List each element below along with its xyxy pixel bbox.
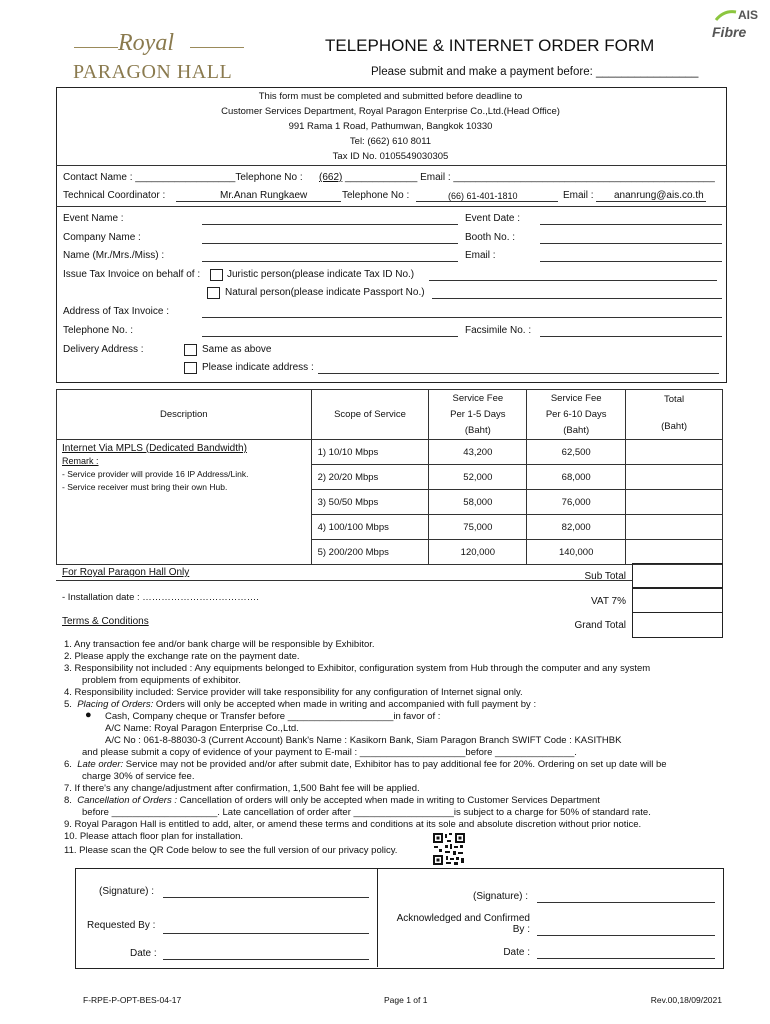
ais-swoosh-icon <box>714 8 738 22</box>
contact-name-label: Contact Name : __________________Telephone No : <box>63 172 303 183</box>
col-fee-6-10 <box>527 390 626 440</box>
term-3: 3. Responsibility not included : Any equipments belonged to Exhibitor, configuration system from Hub through the computer and any system <box>64 663 651 674</box>
fee2-cell: 68,000 <box>527 465 626 490</box>
tech-phone: (66) 61-401-1810 <box>448 191 518 201</box>
date-left-label: Date : <box>130 948 157 959</box>
date-right-label: Date : <box>503 947 530 958</box>
scope-cell: 5) 200/200 Mbps <box>311 540 429 565</box>
telephone-label: Telephone No. : <box>63 325 134 336</box>
delivery-label: Delivery Address : <box>63 344 144 355</box>
telephone-input[interactable] <box>202 336 458 337</box>
event-name-input[interactable] <box>202 224 458 225</box>
fee1-cell: 120,000 <box>429 540 527 565</box>
intro-line-4: Tel: (662) 610 8011 <box>349 136 432 147</box>
term-5: 5. Placing of Orders: Orders will only be accepted when made in writing and accompanied with full payment by : <box>64 699 537 710</box>
event-date-input[interactable] <box>540 224 722 225</box>
indicate-address-input[interactable] <box>318 373 719 374</box>
term-3-cont: problem from equipments of exhibitor. <box>82 675 241 686</box>
tech-name: Mr.Anan Rungkaew <box>220 190 308 201</box>
logo-rule-left <box>74 47 118 48</box>
fee2-line-2: Per 6-10 Days <box>545 408 607 420</box>
vat-value[interactable] <box>632 587 723 613</box>
term-9: 9. Royal Paragon Hall is entitled to add, alter, or amend these terms and conditions at its sole and absolute discretion without prior notice. <box>64 819 642 830</box>
company-label: Company Name : <box>63 232 141 243</box>
juristic-checkbox[interactable] <box>210 269 223 281</box>
footer-form-code: F-RPE-P-OPT-BES-04-17 <box>83 995 182 1005</box>
privacy-qr-code-icon[interactable] <box>432 832 466 866</box>
col-description <box>57 390 312 440</box>
intro-line-3: 991 Rama 1 Road, Pathumwan, Bangkok 10330 <box>288 121 493 132</box>
service-table <box>56 389 723 565</box>
facsimile-input[interactable] <box>540 336 722 337</box>
fee2-cell: 140,000 <box>527 540 626 565</box>
fee1-cell: 43,200 <box>429 440 527 465</box>
terms-heading: Terms & Conditions <box>62 616 149 627</box>
footer-page: Page 1 of 1 <box>384 995 428 1005</box>
term-2: 2. Please apply the exchange rate on the payment date. <box>64 651 300 662</box>
total-line-1: Total <box>664 394 685 405</box>
fee1-cell: 75,000 <box>429 515 527 540</box>
scope-cell: 2) 20/20 Mbps <box>311 465 429 490</box>
fee1-line-1: Service Fee <box>452 392 504 404</box>
same-address-checkbox[interactable] <box>184 344 197 356</box>
same-address-label: Same as above <box>202 344 272 355</box>
signature-right-input[interactable] <box>537 902 715 903</box>
term-5-evidence: and please submit a copy of evidence of your payment to E-mail : ____________________before _______________. <box>82 747 577 758</box>
install-date[interactable]: - Installation date : ………………………………. <box>62 592 259 603</box>
natural-input[interactable] <box>432 298 722 299</box>
term-6-label: Late order: <box>77 759 124 770</box>
intro-line-1: This form must be completed and submitted before deadline to <box>258 91 523 102</box>
tech-phone-label: Telephone No : <box>342 190 410 201</box>
scope-cell: 4) 100/100 Mbps <box>311 515 429 540</box>
name-label: Name (Mr./Mrs./Miss) : <box>63 250 165 261</box>
indicate-address-label: Please indicate address : <box>202 362 314 373</box>
fee2-cell: 76,000 <box>527 490 626 515</box>
divider <box>56 206 727 207</box>
fee2-line-1: Service Fee <box>550 392 602 404</box>
tech-email-label: Email : <box>563 190 594 201</box>
total-cell[interactable] <box>626 440 723 465</box>
acknowledged-by-input[interactable] <box>537 935 715 936</box>
term-5-text: Orders will only be accepted when made in writing and accompanied with full payment by : <box>153 699 537 710</box>
tax-invoice-label: Issue Tax Invoice on behalf of : <box>63 269 201 280</box>
grand-total-label: Grand Total <box>574 620 626 631</box>
total-cell[interactable] <box>626 540 723 565</box>
term-8-text: Cancellation of orders will only be accepted when made in writing to Customer Services Department <box>177 795 600 806</box>
term-4: 4. Responsibility included: Service provider will take responsibility for any configuration of Internet signal only. <box>64 687 523 698</box>
desc-remark-1: - Service provider will provide 16 IP Address/Link. <box>62 469 249 479</box>
divider <box>56 165 727 166</box>
table-row <box>57 440 723 465</box>
fee1-cell: 52,000 <box>429 465 527 490</box>
footer-revision: Rev.00,18/09/2021 <box>650 995 722 1005</box>
date-left-input[interactable] <box>163 959 369 960</box>
term-8: 8. Cancellation of Orders : Cancellation of orders will only be accepted when made in writing to Customer Services Department <box>64 795 600 806</box>
event-name-label: Event Name : <box>63 213 124 224</box>
email-label: Email : <box>465 250 496 261</box>
requested-by-input[interactable] <box>163 933 369 934</box>
name-input[interactable] <box>202 261 458 262</box>
total-cell[interactable] <box>626 515 723 540</box>
fee2-cell: 62,500 <box>527 440 626 465</box>
royal-only-label: For Royal Paragon Hall Only <box>62 567 190 578</box>
term-7: 7. If there's any change/adjustment after confirmation, 1,500 Baht fee will be applied. <box>64 783 420 794</box>
address-tax-input[interactable] <box>202 317 722 318</box>
brand-top: AIS <box>738 8 759 22</box>
total-cell[interactable] <box>626 465 723 490</box>
fee2-line-3: (Baht) <box>563 424 590 436</box>
requested-by-label: Requested By : <box>87 920 156 931</box>
col-scope-label: Scope of Service <box>334 409 406 420</box>
term-5-acname: A/C Name: Royal Paragon Enterprise Co.,Ltd. <box>105 723 299 734</box>
fee1-line-2: Per 1-5 Days <box>450 408 506 420</box>
scope-cell: 3) 50/50 Mbps <box>311 490 429 515</box>
logo-name: PARAGON HALL <box>73 61 233 83</box>
term-5-acno: A/C No : 061-8-88030-3 (Current Account) Bank's Name : Kasikorn Bank, Siam Paragon Branch SWIFT Code : KASITHBK <box>105 735 622 746</box>
natural-label: Natural person(please indicate Passport No.) <box>225 287 425 298</box>
term-6: 6. Late order: Service may not be provided and/or after submit date, Exhibitor has to pay additional fee for 20%. Ordering on set up date will be <box>64 759 667 770</box>
signature-left-input[interactable] <box>163 897 369 898</box>
natural-checkbox[interactable] <box>207 287 220 299</box>
juristic-label: Juristic person(please indicate Tax ID No.) <box>227 269 415 280</box>
scope-cell: 1) 10/10 Mbps <box>311 440 429 465</box>
logo-rule-right <box>190 47 244 48</box>
table-header-row <box>57 390 723 440</box>
address-tax-label: Address of Tax Invoice : <box>63 306 169 317</box>
term-5-label: Placing of Orders: <box>77 699 154 710</box>
term-6-cont: charge 30% of service fee. <box>82 771 195 782</box>
booth-input[interactable] <box>540 243 722 244</box>
signature-divider <box>377 869 378 967</box>
signature-right-label: (Signature) : <box>473 891 529 902</box>
submit-note: Please submit and make a payment before: ________________ <box>371 66 699 78</box>
bullet-icon: ● <box>85 709 92 721</box>
tech-coordinator-label: Technical Coordinator : <box>63 190 166 201</box>
total-line-2: (Baht) <box>661 421 687 432</box>
event-date-label: Event Date : <box>465 213 521 224</box>
term-5-cash: Cash, Company cheque or Transfer before ____________________in favor of : <box>105 711 441 722</box>
juristic-input[interactable] <box>429 280 717 281</box>
term-8-label: Cancellation of Orders : <box>77 795 177 806</box>
contact-phone-prefix[interactable]: (662) <box>319 172 343 183</box>
indicate-address-checkbox[interactable] <box>184 362 197 374</box>
col-description-label: Description <box>160 409 208 420</box>
term-10: 10. Please attach floor plan for installation. <box>64 831 244 842</box>
tech-email: ananrung@ais.co.th <box>614 190 704 201</box>
email-input[interactable] <box>540 261 722 262</box>
facsimile-label: Facsimile No. : <box>465 325 532 336</box>
brand-bottom: Fibre <box>712 24 747 40</box>
term-8-cont: before ____________________. Late cancellation of order after ___________________is subject to a charge for 50% of standard rate. <box>82 807 651 818</box>
total-cell[interactable] <box>626 490 723 515</box>
fee1-cell: 58,000 <box>429 490 527 515</box>
contact-email-label[interactable]: _____________ Email : _______________________________________________ <box>345 172 715 183</box>
intro-line-5: Tax ID No. 0105549030305 <box>332 151 449 162</box>
logo-script: Royal <box>118 30 174 56</box>
desc-remark: Remark : <box>62 456 99 466</box>
fee1-line-3: (Baht) <box>464 424 491 436</box>
intro-line-2: Customer Services Department, Royal Paragon Enterprise Co.,Ltd.(Head Office) <box>221 106 560 117</box>
acknowledged-by-label: By : <box>512 924 530 935</box>
term-1: 1. Any transaction fee and/or bank charge will be responsible by Exhibitor. <box>64 639 375 650</box>
subtotal-value[interactable] <box>632 563 723 589</box>
fee2-cell: 82,000 <box>527 515 626 540</box>
term-6-text: Service may not be provided and/or after submit date, Exhibitor has to pay additional fee for 20%. Ordering on set up date will be <box>123 759 667 770</box>
desc-title: Internet Via MPLS (Dedicated Bandwidth) <box>62 443 247 454</box>
acknowledged-label: Acknowledged and Confirmed <box>396 913 530 924</box>
signature-left-label: (Signature) : <box>99 886 155 897</box>
col-fee-1-5 <box>429 390 527 440</box>
booth-label: Booth No. : <box>465 232 516 243</box>
vat-label: VAT 7% <box>590 596 626 607</box>
term-11: 11. Please scan the QR Code below to see the full version of our privacy policy. <box>64 845 398 856</box>
form-title: TELEPHONE & INTERNET ORDER FORM <box>325 36 655 55</box>
date-right-input[interactable] <box>537 958 715 959</box>
desc-remark-2: - Service receiver must bring their own Hub. <box>62 482 228 492</box>
subtotal-label: Sub Total <box>584 571 626 582</box>
company-input[interactable] <box>202 243 458 244</box>
col-total <box>626 390 723 440</box>
description-cell <box>57 440 312 565</box>
col-scope <box>311 390 429 440</box>
